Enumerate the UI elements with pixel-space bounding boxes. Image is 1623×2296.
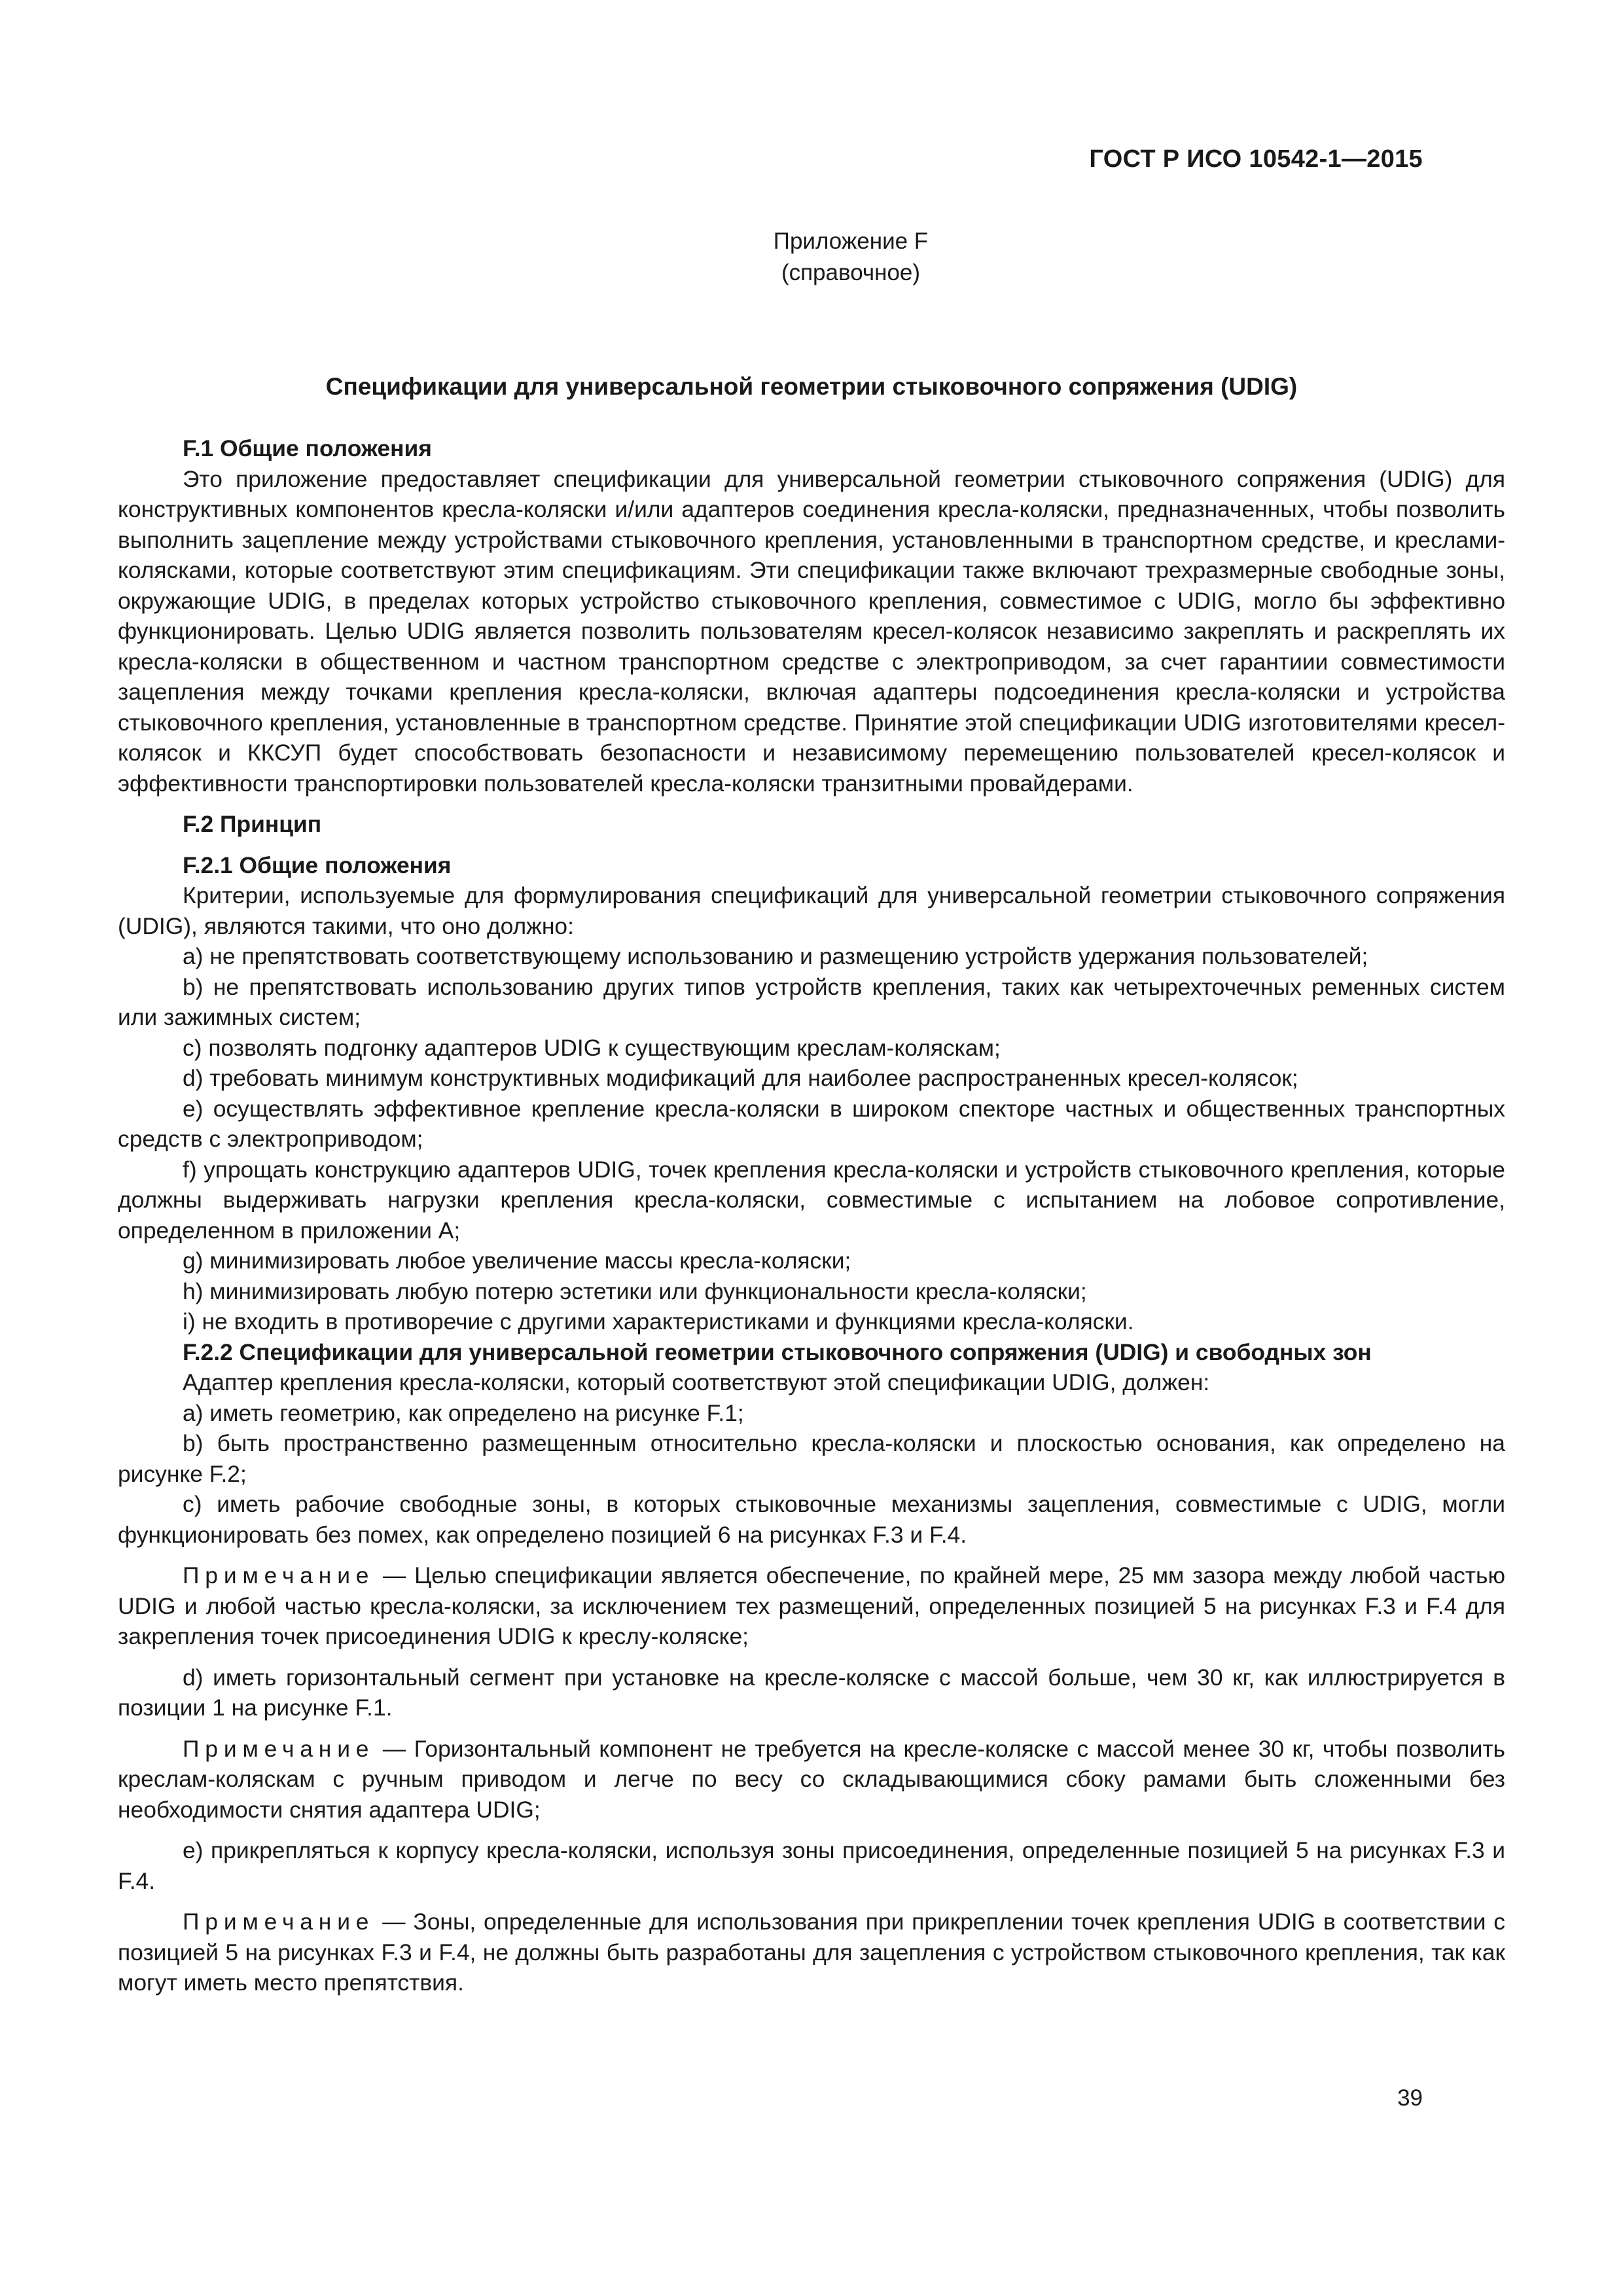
list-item: e) осуществлять эффективное крепление кресла-коляски в широком спекторе частных и общественных транспортных средств с электроприводом; (118, 1095, 1505, 1152)
list-item: b) быть пространственно размещенным относительно кресла-коляски и плоскостью основания, как определено на рисунке F.2; (118, 1430, 1505, 1487)
note-text: — Горизонтальный компонент не требуется на кресле-коляске с массой менее 30 кг, чтобы позволить креслам-коляскам с ручным приводом и легче по весу со складывающимися сбоку рамами быть сложенными без необходимости снятия адаптера UDIG; (118, 1735, 1505, 1823)
paragraph-f21-intro: Критерии, используемые для формулирования спецификаций для универсальной геометрии стыковочного сопряжения (UDIG), являются такими, что оно должно: (118, 882, 1505, 939)
list-item: c) иметь рабочие свободные зоны, в которых стыковочные механизмы зацепления, совместимые с UDIG, могли функционировать без помех, как определено позицией 6 на рисунках F.3 и F.4. (118, 1491, 1505, 1548)
section-heading-f1: F.1 Общие положения (183, 435, 432, 461)
list-item: a) не препятствовать соответствующему использованию и размещению устройств удержания пользователей; (183, 943, 1368, 969)
annex-type: (справочное) (781, 260, 921, 285)
list-item: b) не препятствовать использованию других типов устройств крепления, таких как четырехточечных ременных систем или зажимных систем; (118, 973, 1505, 1030)
annex-label: Приложение F (773, 228, 929, 254)
section-heading-f22: F.2.2 Спецификации для универсальной геометрии стыковочного сопряжения (UDIG) и свободных зон (183, 1338, 1372, 1365)
note-label: Примечание (183, 1909, 375, 1935)
list-item: d) требовать минимум конструктивных модификаций для наиболее распространенных кресел-колясок; (183, 1065, 1298, 1091)
note-2 (118, 1734, 1505, 1825)
section-heading-f21: F.2.1 Общие положения (183, 852, 452, 878)
page-number: 39 (1397, 2085, 1423, 2111)
section-heading-f2: F.2 Принцип (183, 811, 322, 837)
list-item: c) позволять подгонку адаптеров UDIG к существующим креслам-коляскам; (183, 1034, 1001, 1061)
list-item: g) минимизировать любое увеличение массы кресла-коляски; (183, 1247, 851, 1274)
note-label: Примечание (183, 1562, 375, 1588)
annex-block (0, 226, 1623, 289)
note-label: Примечание (183, 1735, 375, 1762)
paragraph-f1: Это приложение предоставляет спецификации для универсальной геометрии стыковочного сопряжения (UDIG) для конструктивных компонентов кресла-коляски и/или адаптеров соединения кресла-коляски, предназначенных, чтобы позволить выполнить зацепление между устройствами стыковочного крепления, установленными в транспортном средстве, и креслами-колясками, которые соответствуют этим спецификациям. Эти спецификации также включают трехразмерные свободные зоны, окружающие UDIG, в пределах которых устройство стыковочного крепления, совместимое с UDIG, могло бы эффективно функционировать. Целью UDIG является позволить пользователям кресел-колясок независимо закреплять и раскреплять их кресла-коляски в общественном и частном транспортном средстве с электроприводом, за счет гарантиии совместимости зацепления между точками крепления кресла-коляски, включая адаптеры подсоединения кресла-коляски и устройства стыковочного крепления, установленные в транспортном средстве. Принятие этой спецификации UDIG изготовителями кресел-колясок и ККСУП будет способствовать безопасности и независимому перемещению пользователей кресел-колясок и эффективности транспортировки пользователей кресла-коляски транзитными провайдерами. (118, 465, 1505, 797)
note-3 (118, 1907, 1505, 1998)
list-item: a) иметь геометрию, как определено на рисунке F.1; (183, 1399, 744, 1426)
document-body (118, 433, 1505, 1998)
note-text: — Зоны, определенные для использования при прикреплении точек крепления UDIG в соответствии с позицией 5 на рисунках F.3 и F.4, не должны быть разработаны для зацепления с устройством стыковочного крепления, так как могут иметь место препятствия. (118, 1909, 1505, 1996)
list-item: h) минимизировать любую потерю эстетики или функциональности кресла-коляски; (183, 1278, 1087, 1304)
note-text: — Целью спецификации является обеспечение, по крайней мере, 25 мм зазора между любой частью UDIG и любой частью кресла-коляски, за исключением тех размещений, определенных позицией 5 на рисунках F.3 и F.4 для закрепления точек присоединения UDIG к креслу-коляске; (118, 1562, 1505, 1649)
paragraph-f22-intro: Адаптер крепления кресла-коляски, который соответствуют этой спецификации UDIG, должен: (183, 1369, 1210, 1395)
list-item: d) иметь горизонтальный сегмент при установке на кресле-коляске с массой больше, чем 30 кг, как иллюстрируется в позиции 1 на рисунке F.1. (118, 1664, 1505, 1721)
list-item: e) прикрепляться к корпусу кресла-коляски, используя зоны присоединения, определенные позицией 5 на рисунках F.3 и F.4. (118, 1837, 1505, 1894)
list-item: f) упрощать конструкцию адаптеров UDIG, точек крепления кресла-коляски и устройств стыковочного крепления, которые должны выдерживать нагрузки крепления кресла-коляски, совместимые с испытанием на лобовое сопротивление, определенном в приложении А; (118, 1156, 1505, 1244)
list-item: i) не входить в противоречие с другими характеристиками и функциями кресла-коляски. (183, 1308, 1134, 1335)
note-1 (118, 1560, 1505, 1652)
standard-id: ГОСТ Р ИСО 10542-1—2015 (1089, 145, 1423, 173)
annex-title: Спецификации для универсальной геометрии стыковочного сопряжения (UDIG) (325, 373, 1298, 400)
